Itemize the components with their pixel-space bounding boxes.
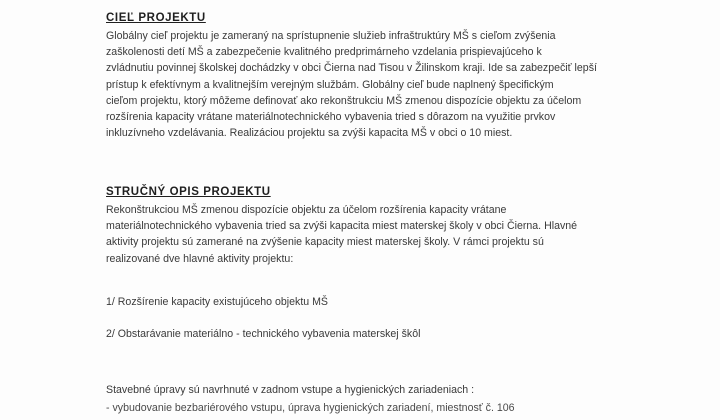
description-line: Rekonštrukciou MŠ zmenou dispozície objektu za účelom rozšírenia kapacity vrátane	[106, 204, 507, 216]
goal-line: inkluzívneho vzdelávania. Realizáciou projektu sa zvýši kapacita MŠ v obci o 10 miest.	[106, 127, 513, 140]
goal-heading: CIEĽ PROJEKTU	[106, 12, 206, 24]
goal-line: rozšírenia kapacity vrátane materiálnotechnického vybavenia tried s dôrazom na využitie prvkov	[106, 111, 556, 124]
description-line: aktivity projektu sú zamerané na zvýšenie kapacity miest materskej školy. V rámci projektu sú	[106, 236, 544, 249]
cut-off-text: - vybudovanie bezbariérového vstupu, úprava hygienických zariadení, miestnosť č. 106	[106, 402, 515, 414]
goal-section	[106, 12, 626, 141]
description-section	[106, 186, 626, 267]
goal-line: zaškolenosti detí MŠ a zabezpečenie kvalitného predprimárneho vzdelania prispievajúceho k	[106, 46, 542, 59]
goal-line: zvládnutiu povinnej školskej dochádzky v obci Čierna nad Tisou v Žilinskom kraji. Ide sa zabezpečiť lepší	[106, 62, 597, 75]
goal-line: prístup k efektívnym a kvalitnejším verejným službám. Globálny cieľ bude naplnený špecifickým	[106, 78, 554, 91]
construction-note: Stavebné úpravy sú navrhnuté v zadnom vstupe a hygienických zariadeniach :	[106, 384, 475, 396]
activity-item-1: 1/ Rozšírenie kapacity existujúceho objektu MŠ	[106, 296, 328, 308]
description-line: materiálnotechnického vybavenia tried sa zvýši kapacita miest materskej školy v obci Čierna. Hlavné	[106, 220, 578, 233]
cut-off-line	[106, 402, 526, 420]
activity-item-2: 2/ Obstarávanie materiálno - technického vybavenia materskej škôl	[106, 328, 421, 340]
goal-line: Globálny cieľ projektu je zameraný na sprístupnenie služieb infraštruktúry MŠ s cieľom zvýšenia	[106, 30, 556, 42]
description-line: realizované dve hlavné aktivity projektu:	[106, 252, 294, 265]
goal-line: cieľom projektu, ktorý môžeme definovať ako rekonštrukciu MŠ zmenou dispozície objektu za účelom	[106, 94, 582, 107]
description-heading: STRUČNÝ OPIS PROJEKTU	[106, 186, 271, 198]
